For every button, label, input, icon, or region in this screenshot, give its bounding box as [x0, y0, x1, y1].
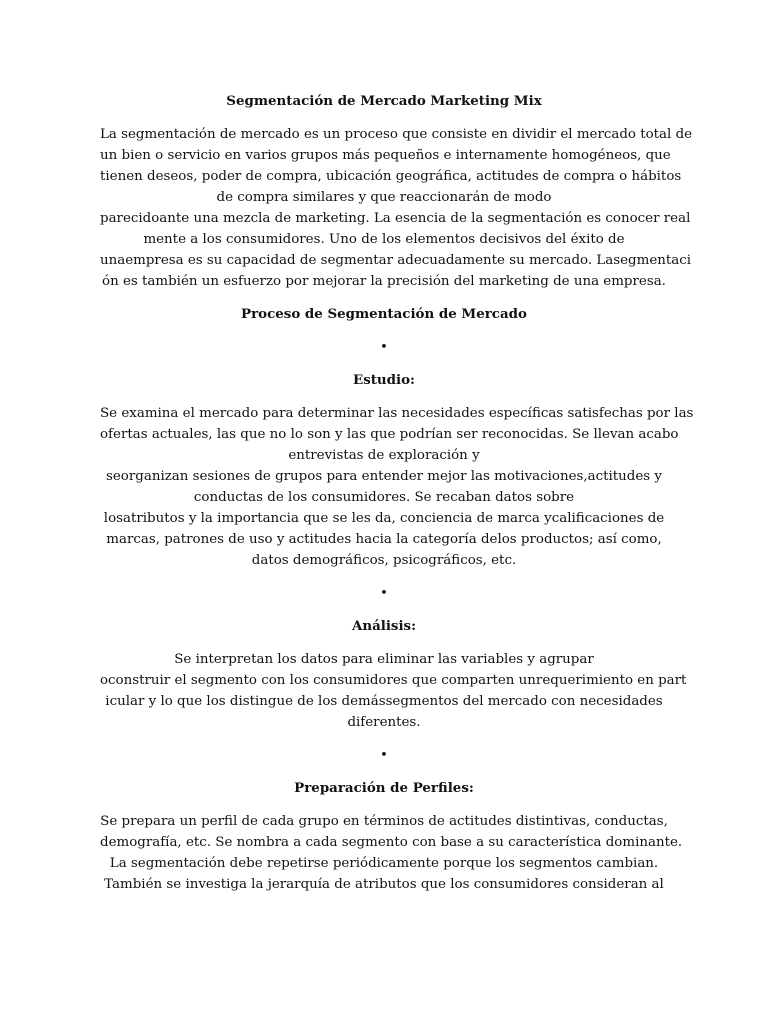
- intro-line: La segmentación de mercado es un proceso que consiste en dividir el mercado total de: [100, 127, 693, 142]
- bullet-marker: •: [380, 586, 388, 601]
- estudio-line: losatributos y la importancia que se les da, conciencia de marca ycalificaciones de: [103, 511, 665, 526]
- analisis-paragraph: [100, 649, 687, 733]
- intro-line: parecidoante una mezcla de marketing. La esencia de la segmentación es conocer real: [100, 211, 691, 226]
- intro-line: tienen deseos, poder de compra, ubicación geográfica, actitudes de compra o hábitos: [100, 169, 682, 184]
- bullet-marker: •: [380, 340, 388, 355]
- intro-line: mente a los consumidores. Uno de los elementos decisivos del éxito de: [143, 232, 625, 247]
- bullet-marker: •: [380, 748, 388, 763]
- process-section-title: Proceso de Segmentación de Mercado: [241, 306, 527, 322]
- estudio-line: Se examina el mercado para determinar las necesidades específicas satisfechas por las: [100, 406, 694, 421]
- intro-line: ón es también un esfuerzo por mejorar la precisión del marketing de una empresa.: [102, 274, 666, 289]
- perfiles-line: La segmentación debe repetirse periódicamente porque los segmentos cambian.: [109, 856, 659, 871]
- intro-line: unaempresa es su capacidad de segmentar adecuadamente su mercado. Lasegmentaci: [100, 253, 692, 268]
- perfiles-line: También se investiga la jerarquía de atributos que los consumidores consideran al: [104, 877, 664, 892]
- estudio-heading: Estudio:: [353, 372, 415, 388]
- estudio-line: marcas, patrones de uso y actitudes hacia la categoría delos productos; así como,: [106, 532, 662, 547]
- estudio-line: entrevistas de exploración y: [288, 448, 480, 463]
- estudio-line: datos demográficos, psicográficos, etc.: [251, 553, 517, 568]
- perfiles-heading: Preparación de Perfiles:: [294, 780, 474, 796]
- estudio-paragraph: [100, 403, 694, 571]
- analisis-line: diferentes.: [347, 715, 421, 730]
- estudio-line: conductas de los consumidores. Se recaban datos sobre: [193, 490, 575, 505]
- intro-line: de compra similares y que reaccionarán de modo: [216, 190, 552, 205]
- perfiles-line: demografía, etc. Se nombra a cada segmento con base a su característica dominante.: [100, 835, 683, 850]
- intro-line: un bien o servicio en varios grupos más pequeños e internamente homogéneos, que: [100, 148, 671, 163]
- document-title: Segmentación de Mercado Marketing Mix: [226, 93, 542, 109]
- analisis-line: icular y lo que los distingue de los demássegmentos del mercado con necesidades: [105, 694, 663, 709]
- intro-paragraph: [100, 124, 693, 292]
- analisis-heading: Análisis:: [351, 618, 417, 634]
- perfiles-line: Se prepara un perfil de cada grupo en términos de actitudes distintivas, conductas,: [100, 814, 668, 829]
- perfiles-paragraph: [100, 811, 683, 895]
- document-content: [100, 90, 694, 895]
- analisis-line: oconstruir el segmento con los consumidores que comparten unrequerimiento en part: [100, 673, 687, 688]
- estudio-line: seorganizan sesiones de grupos para entender mejor las motivaciones,actitudes y: [106, 469, 662, 484]
- estudio-line: ofertas actuales, las que no lo son y las que podrían ser reconocidas. Se llevan acabo: [100, 427, 679, 442]
- analisis-line: Se interpretan los datos para eliminar las variables y agrupar: [174, 652, 594, 667]
